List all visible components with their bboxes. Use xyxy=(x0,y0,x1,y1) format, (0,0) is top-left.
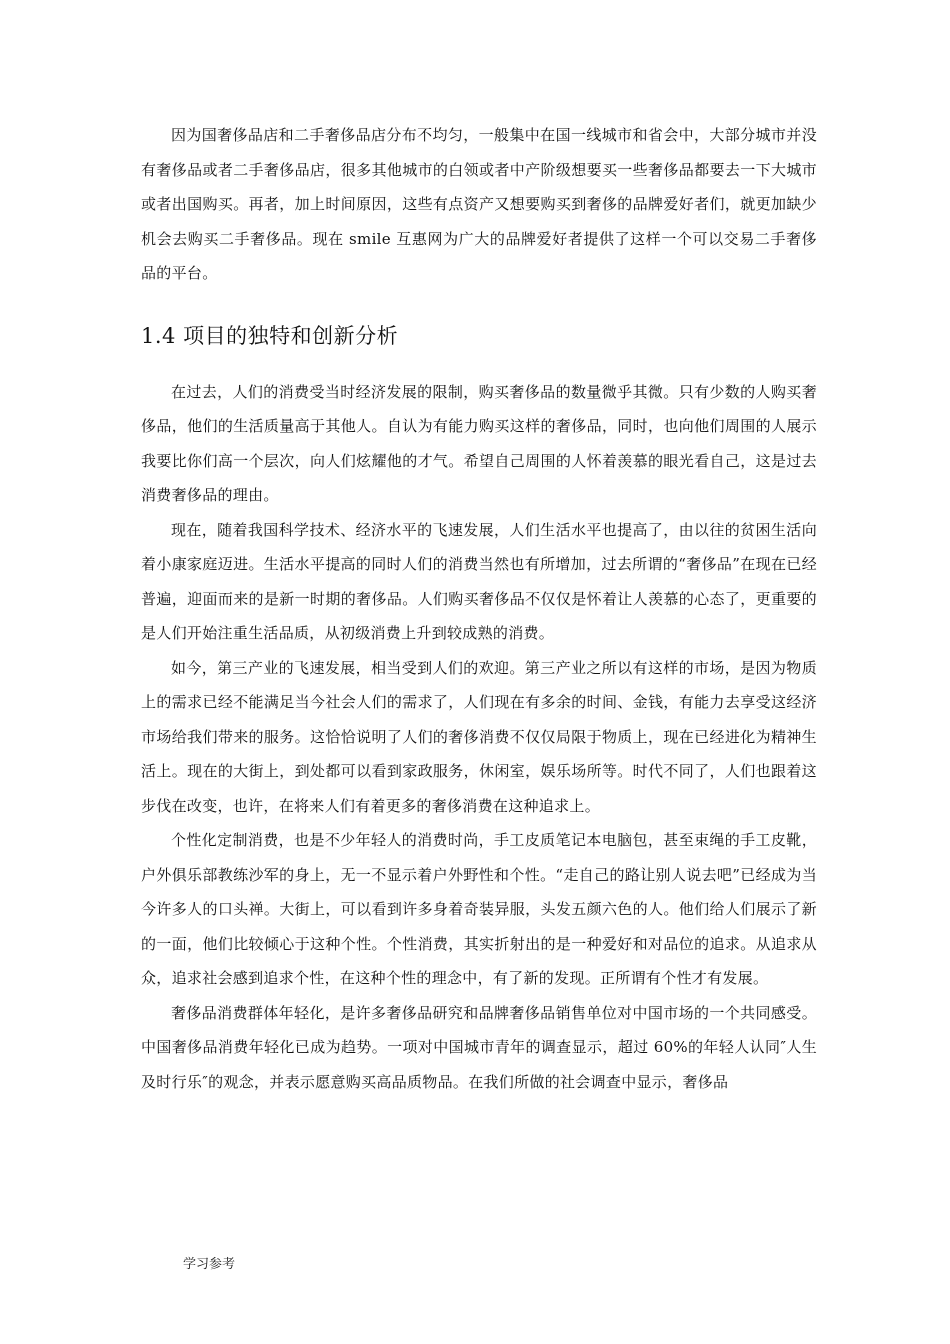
page-body xyxy=(141,118,817,1099)
footer-note: 学习参考 xyxy=(183,1257,236,1272)
section-heading: 1.4 项目的独特和创新分析 xyxy=(141,323,399,348)
paragraph-tertiary-industry: 如今，第三产业的飞速发展，相当受到人们的欢迎。第三产业之所以有这样的市场，是因为物质上的需求已经不能满足当今社会人们的需求了，人们现在有多余的时间、金钱，有能力去享受这经济市场给我们带来的服务。这恰恰说明了人们的奢侈消费不仅仅局限于物质上，现在已经进化为精神生活上。现在的大街上，到处都可以看到家政服务，休闲室，娱乐场所等。时代不同了，人们也跟着这步伐在改变，也许，在将来人们有着更多的奢侈消费在这种追求上。 xyxy=(141,658,817,815)
paragraph-intro: 因为国奢侈品店和二手奢侈品店分布不均匀，一般集中在国一线城市和省会中，大部分城市并没有奢侈品或者二手奢侈品店，很多其他城市的白领或者中产阶级想要买一些奢侈品都要去一下大城市或者出国购买。再者，加上时间原因，这些有点资产又想要购买到奢侈的品牌爱好者们，就更加缺少机会去购买二手奢侈品。现在 smile 互惠网为广大的品牌爱好者提供了这样一个可以交易二手奢侈品的平台。 xyxy=(141,126,817,282)
paragraph-past-consumption: 在过去，人们的消费受当时经济发展的限制，购买奢侈品的数量微乎其微。只有少数的人购买奢侈品，他们的生活质量高于其他人。自认为有能力购买这样的奢侈品，同时，也向他们周围的人展示我要比你们高一个层次，向人们炫耀他的才气。希望自己周围的人怀着羡慕的眼光看自己，这是过去消费奢侈品的理由。 xyxy=(141,382,817,504)
paragraph-younger-consumers: 奢侈品消费群体年轻化，是许多奢侈品研究和品牌奢侈品销售单位对中国市场的一个共同感受。中国奢侈品消费年轻化已成为趋势。一项对中国城市青年的调查显示，超过 60%的年轻人认同″人生及时行乐″的观念，并表示愿意购买高品质物品。在我们所做的社会调查中显示，奢侈品 xyxy=(141,1003,817,1091)
paragraph-personalized-consumption: 个性化定制消费，也是不少年轻人的消费时尚，手工皮质笔记本电脑包，甚至束绳的手工皮靴，户外俱乐部教练沙军的身上，无一不显示着户外野性和个性。“走自己的路让别人说去吧”已经成为当今许多人的口头禅。大街上，可以看到许多身着奇装异服，头发五颜六色的人。他们给人们展示了新的一面，他们比较倾心于这种个性。个性消费，其实折射出的是一种爱好和对品位的追求。从追求从众，追求社会感到追求个性，在这种个性的理念中，有了新的发现。正所谓有个性才有发展。 xyxy=(141,831,817,987)
paragraph-present-consumption: 现在，随着我国科学技术、经济水平的飞速发展，人们生活水平也提高了，由以往的贫困生活向着小康家庭迈进。生活水平提高的同时人们的消费当然也有所增加，过去所谓的“奢侈品”在现在已经普遍，迎面而来的是新一时期的奢侈品。人们购买奢侈品不仅仅是怀着让人羡慕的心态了，更重要的是人们开始注重生活品质，从初级消费上升到较成熟的消费。 xyxy=(141,520,817,642)
